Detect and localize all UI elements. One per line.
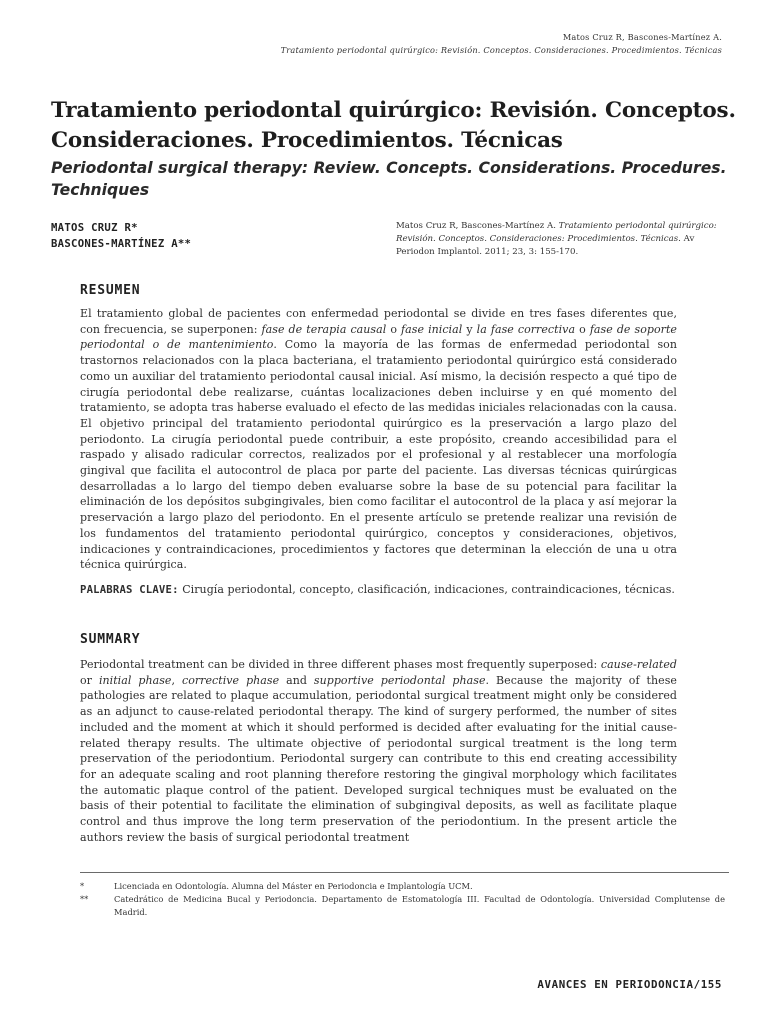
summary-text: Periodontal treatment can be divided in three different phases most frequently superposed: [80,658,601,671]
summary-text: or [80,673,99,687]
keywords-paragraph [80,582,677,599]
resumen-emphasis: fase de terapia causal [261,322,387,336]
article-title-english: Periodontal surgical therapy: Review. Concepts. Considerations. Procedures. Techniques [51,159,727,199]
citation-title: Tratamiento periodontal quirúrgico: Revisión. Conceptos. Consideraciones: Procedimientos. Técnicas. [396,221,717,244]
summary-emphasis: supportive periodontal phase [313,673,486,687]
footnote-text: Licenciada en Odontología. Alumna del Máster en Periodoncia e Implantología UCM. [114,881,473,891]
resumen-text: o [386,322,402,336]
summary-text: , [171,673,182,687]
citation-authors: Matos Cruz R, Bascones-Martínez A. [396,221,556,231]
article-title-spanish: Tratamiento periodontal quirúrgico: Revisión. Conceptos. Consideraciones. Procedimientos. Técnicas [51,98,736,153]
footnote-divider [80,872,729,873]
author-name: MATOS CRUZ R* [51,222,138,234]
page-folio: AVANCES EN PERIODONCIA/155 [537,978,722,991]
author-list [51,220,191,252]
resumen-text: o [575,322,590,336]
resumen-text: . Como la mayoría de las formas de enfermedad periodontal son trastornos relacionados con la placa bacteriana, el tratamiento periodontal quirúrgico está considerado como un auxiliar del tratamiento periodontal causal inicial. Así mismo, la decisión respecto a qué tipo de cirugía periodontal debe realizarse, cuántas localizaciones deben incluirse y en qué momento del tratamiento, se adopta tras haberse evaluado el efecto de las medidas iniciales relacionadas con la causa. El objetivo principal del tratamiento periodontal quirúrgico es la preservación a largo plazo del periodonto. La cirugía periodontal puede contribuir, a este propósito, creando accesibilidad para el raspado y alisado radicular correctos, realizados por el profesional y al restablecer una morfología gingival que facilita el autocontrol de placa por parte del paciente. Las diversas técnicas quirúrgicas desarrolladas a lo largo del tiempo deben evaluarse sobre la base de su potencial para facilitar la eliminación de los depósitos subgingivales, bien como facilitar el autocontrol de la placa y así mejorar la preservación a largo plazo del periodonto. En el presente artículo se pretende realizar una revisión de los fundamentos del tratamiento periodontal quirúrgico, conceptos y consideraciones, objetivos, indicaciones y contraindicaciones, procedimientos y factores que determinan la elección de una u otra técnica quirúrgica. [80,338,677,572]
footnote-mark: * [80,881,85,891]
keywords-label: PALABRAS CLAVE: [80,584,179,596]
running-head [281,31,722,57]
resumen-text: El tratamiento global de pacientes con enfermedad periodontal se divide en tres fases diferentes que, con frecuencia, se superponen: [80,307,677,336]
citation-block [396,220,726,259]
citation-source: Av Periodon Implantol. 2011; 23, 3: 155-170. [396,234,695,257]
keywords-text: Cirugía periodontal, concepto, clasificación, indicaciones, contraindicaciones, técnicas. [178,583,675,596]
running-head-title: Tratamiento periodontal quirúrgico: Revisión. Conceptos. Consideraciones. Procedimientos. Técnicas [280,45,722,55]
footnote-mark: ** [80,894,89,904]
resumen-text: y [462,322,477,336]
summary-heading: SUMMARY [80,632,141,647]
resumen-heading: RESUMEN [80,283,141,298]
resumen-emphasis: fase inicial [401,322,463,336]
resumen-paragraph [80,306,677,573]
footnote-text: Catedrático de Medicina Bucal y Periodoncia. Departamento de Estomatología III. Facultad de Odontología. Universidad Complutense de Madrid. [114,894,725,917]
summary-text: and [279,673,314,687]
resumen-emphasis: la fase correctiva [476,322,576,336]
summary-emphasis: cause-related [600,658,677,671]
summary-text: . Because the majority of these pathologies are related to plaque accumulation, periodontal surgical treatment might only be considered as an adjunct to cause-related periodontal therapy. The kind of surgery performed, the number of sites included and the moment at which it should performed is decided after evaluating for the initial cause-related therapy results. The ultimate objective of periodontal surgical treatment is the long term preservation of the periodontium. Periodontal surgery can contribute to this end creating accessibility for an adequate scaling and root planning therefore restoring the gingival morphology which facilitates the automatic plaque control of the patient. Developed surgical techniques must be evaluated on the basis of their potential to facilitate the elimination of subgingival deposits, as well as facilitate plaque control and thus improve the long term preservation of the periodontium. In the present article the authors review the basis of surgical periodontal treatment [80,673,677,844]
footnote-item [80,893,725,919]
summary-paragraph [80,657,677,845]
footnote-item [80,880,725,893]
author-name: BASCONES-MARTÍNEZ A** [51,238,192,250]
summary-emphasis: corrective phase [181,673,280,687]
running-head-authors: Matos Cruz R, Bascones-Martínez A. [562,32,722,42]
footnotes [80,880,725,919]
resumen-emphasis: fase de soporte periodontal o de mantenimiento [80,322,677,352]
summary-emphasis: initial phase [98,673,172,687]
